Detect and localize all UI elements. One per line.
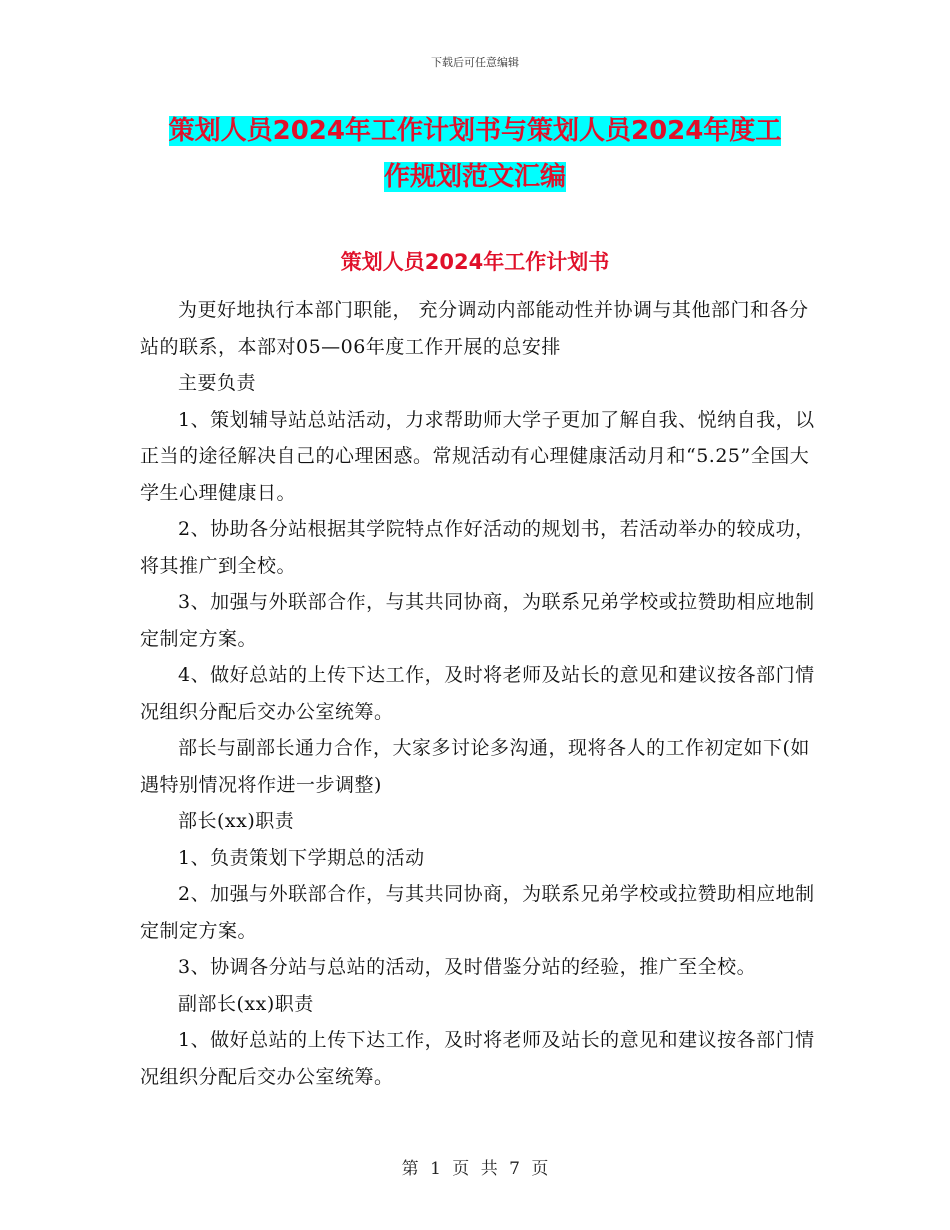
paragraph-heading-deputy: 副部长(xx)职责 [178, 992, 314, 1015]
paragraph-director-2: 2、加强与外联部合作，与其共同协商，为联系兄弟学校或拉赞助相应地制定制定方案。 [140, 883, 815, 942]
title-line-2: 作规划范文汇编 [383, 162, 566, 192]
paragraph-deputy-1: 1、做好总站的上传下达工作，及时将老师及站长的意见和建议按各部门情况组织分配后交办公室统筹。 [140, 1029, 815, 1088]
header-note: 下载后可任意编辑 [431, 56, 519, 69]
title-line-1: 策划人员2024年工作计划书与策划人员2024年度工 [168, 116, 782, 146]
document-title [0, 108, 950, 200]
body-text [140, 292, 820, 1095]
paragraph-director-3: 3、协调各分站与总站的活动，及时借鉴分站的经验，推广至全校。 [178, 956, 757, 978]
section-title: 策划人员2024年工作计划书 [340, 250, 610, 274]
paragraph-duty-4: 4、做好总站的上传下达工作，及时将老师及站长的意见和建议按各部门情况组织分配后交办公室统筹。 [140, 664, 815, 723]
paragraph-intro: 为更好地执行本部门职能， 充分调动内部能动性并协调与其他部门和各分站的联系，本部对05—06年度工作开展的总安排 [140, 299, 809, 358]
paragraph-heading-main-duties: 主要负责 [178, 372, 257, 394]
paragraph-director-1: 1、负责策划下学期总的活动 [178, 846, 425, 869]
page-footer: 第 1 页 共 7 页 [401, 1159, 549, 1179]
paragraph-duty-2: 2、协助各分站根据其学院特点作好活动的规划书，若活动举办的较成功，将其推广到全校。 [140, 518, 815, 577]
paragraph-duty-1: 1、策划辅导站总站活动，力求帮助师大学子更加了解自我、悦纳自我，以正当的途径解决自己的心理困惑。常规活动有心理健康活动月和“5.25”全国大学生心理健康日。 [140, 408, 815, 504]
paragraph-duty-3: 3、加强与外联部合作，与其共同协商，为联系兄弟学校或拉赞助相应地制定制定方案。 [140, 591, 815, 650]
paragraph-cooperation: 部长与副部长通力合作，大家多讨论多沟通，现将各人的工作初定如下(如遇特别情况将作进一步调整) [140, 737, 810, 796]
paragraph-heading-director: 部长(xx)职责 [178, 810, 295, 832]
